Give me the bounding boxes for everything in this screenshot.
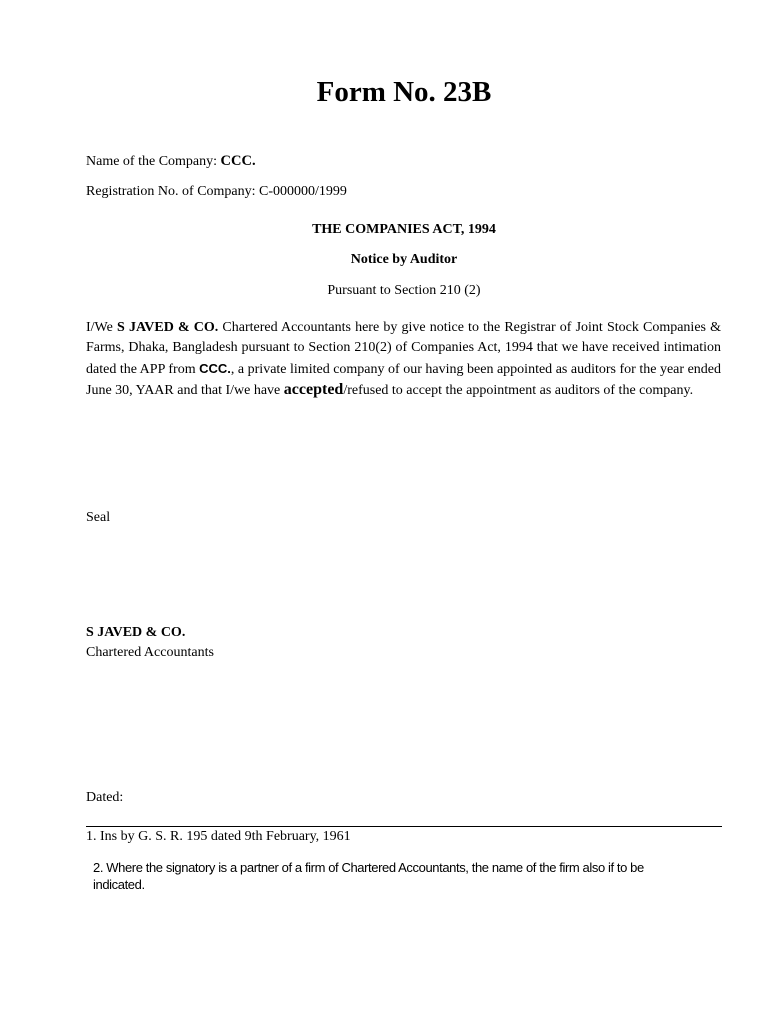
registration-label: Registration No. of Company:: [86, 184, 256, 199]
form-title: Form No. 23B: [316, 76, 492, 108]
section-reference: Pursuant to Section 210 (2): [327, 283, 481, 298]
footnote-2: 2. Where the signatory is a partner of a firm of Chartered Accountants, the name of the firm also if to be indicated.: [93, 860, 644, 892]
body-company-name: CCC.: [199, 360, 231, 376]
registration-value: C-000000/1999: [259, 184, 347, 199]
signatory-designation: Chartered Accountants: [86, 645, 214, 660]
body-part-2: , a private limited company of our having been appointed as auditors for the year ended June 30, YAAR and that I/we have: [86, 361, 721, 399]
body-part-1: Chartered Accountants here by give notice to the Registrar of Joint Stock Companies & Farms, Dhaka, Bangladesh pursuant to Section 210(2) of Companies Act, 1994 that we have received intimation dated the APP from: [86, 320, 722, 377]
seal-label: Seal: [86, 510, 111, 525]
body-part-3: /refused to accept the appointment as auditors of the company.: [343, 383, 694, 399]
footnote-1: 1. Ins by G. S. R. 195 dated 9th February, 1961: [86, 829, 351, 844]
body-accepted: accepted: [283, 381, 344, 399]
body-firm-name: S JAVED & CO.: [117, 320, 219, 335]
registration-line: [86, 184, 347, 200]
company-name-line: [86, 153, 256, 170]
company-name-label: Name of the Company:: [86, 154, 218, 169]
notice-title: Notice by Auditor: [350, 252, 458, 267]
footnote-divider: [86, 826, 722, 827]
act-title: THE COMPANIES ACT, 1994: [312, 222, 496, 237]
signatory-firm: S JAVED & CO.: [86, 625, 186, 640]
company-name-value: CCC.: [220, 153, 256, 169]
dated-label: Dated:: [86, 790, 124, 805]
notice-paragraph: [86, 318, 721, 402]
body-prefix: I/We: [86, 320, 113, 335]
